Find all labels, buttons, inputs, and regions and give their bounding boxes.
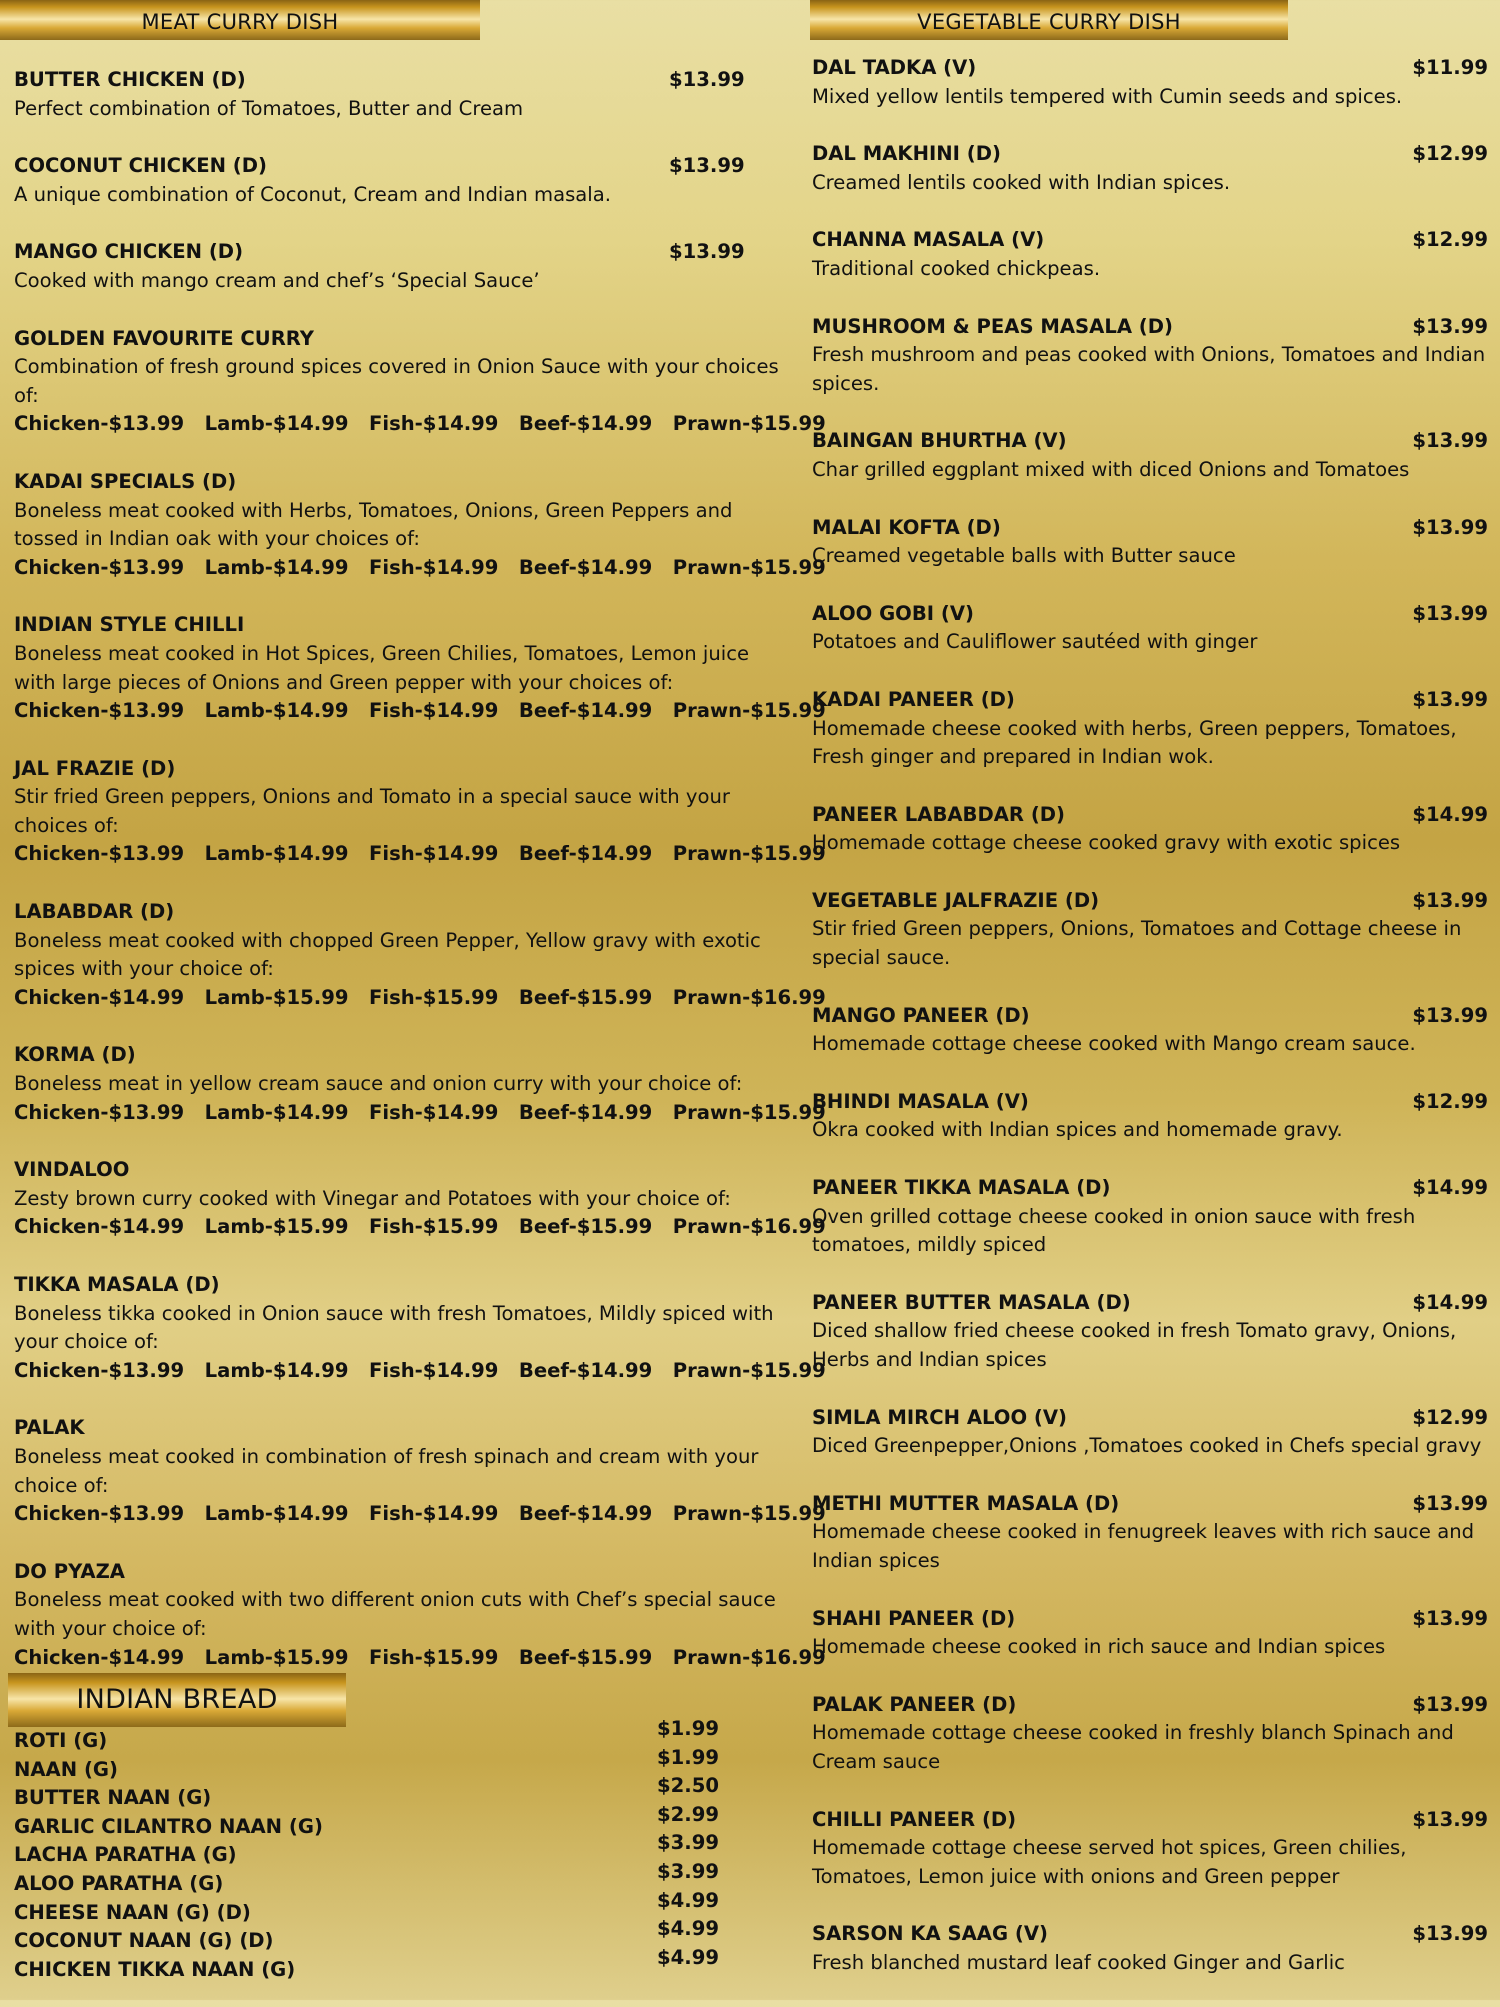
bread-name: NAAN (G)	[14, 1757, 118, 1781]
item-description: Creamed vegetable balls with Butter sauce	[812, 544, 1236, 568]
item-name: TIKKA MASALA (D)	[14, 1273, 220, 1296]
item-name: KORMA (D)	[14, 1043, 136, 1067]
menu-item	[812, 1404, 1488, 1461]
item-price: $14.99	[1412, 1176, 1488, 1200]
bread-section-title: INDIAN BREAD	[8, 1673, 346, 1727]
item-description: Mixed yellow lentils tempered with Cumin seeds and spices.	[812, 84, 1403, 108]
item-name: PANEER LABABDAR (D)	[812, 802, 1065, 826]
item-description: Char grilled eggplant mixed with diced Onions and Tomatoes	[812, 457, 1410, 481]
item-name: MALAI KOFTA (D)	[812, 515, 1001, 539]
menu-item	[812, 1691, 1488, 1777]
item-name: BHINDI MASALA (V)	[812, 1089, 1029, 1113]
item-description: A unique combination of Coconut, Cream and Indian masala.	[14, 182, 611, 206]
item-choices: Chicken-$13.99 Lamb-$14.99 Fish-$14.99 Beef-$14.99 Prawn-$15.99	[14, 699, 826, 723]
bread-name: GARLIC CILANTRO NAAN (G)	[14, 1814, 323, 1838]
item-description: Boneless meat cooked with two different onion cuts with Chef’s special sauce with your choice of:	[14, 1588, 776, 1640]
menu-item	[14, 468, 826, 582]
item-price: $13.99	[1412, 1606, 1488, 1630]
item-price: $13.99	[1412, 1807, 1488, 1831]
menu-item	[812, 686, 1488, 772]
menu-item	[812, 887, 1488, 973]
bread-name: CHICKEN TIKKA NAAN (G)	[14, 1957, 296, 1981]
veg-section-title: VEGETABLE CURRY DISH	[810, 0, 1288, 40]
item-choices: Chicken-$13.99 Lamb-$14.99 Fish-$14.99 Beef-$14.99 Prawn-$15.99	[14, 555, 826, 579]
menu-item	[812, 140, 1488, 197]
menu-item	[14, 755, 826, 869]
menu-item	[812, 1490, 1488, 1576]
menu-item	[812, 1174, 1488, 1260]
item-description: Diced shallow fried cheese cooked in fresh Tomato gravy, Onions, Herbs and Indian spices	[812, 1319, 1457, 1371]
item-description: Cooked with mango cream and chef’s ‘Special Sauce’	[14, 268, 540, 292]
item-name: LABABDAR (D)	[14, 900, 175, 924]
item-description: Boneless meat cooked with Herbs, Tomatoes, Onions, Green Peppers and tossed in Indian oak with your choices of:	[14, 498, 733, 551]
item-price: $13.99	[1412, 687, 1488, 711]
item-choices: Chicken-$14.99 Lamb-$15.99 Fish-$15.99 Beef-$15.99 Prawn-$16.99	[14, 985, 826, 1009]
bread-price: $4.99	[657, 1917, 719, 1941]
item-name: PALAK PANEER (D)	[812, 1692, 1017, 1716]
item-description: Boneless meat cooked in combination of fresh spinach and cream with your choice of:	[14, 1444, 759, 1497]
item-name: DAL TADKA (V)	[812, 56, 977, 79]
menu-item	[812, 801, 1488, 858]
item-description: Stir fried Green peppers, Onions and Tomato in a special sauce with your choices of:	[14, 785, 730, 837]
item-name: BUTTER CHICKEN (D)	[14, 68, 246, 91]
item-description: Boneless meat cooked in Hot Spices, Green Chilies, Tomatoes, Lemon juice with large pieces of Onions and Green pepper with your choices of:	[14, 641, 750, 694]
bread-price: $3.99	[657, 1859, 719, 1883]
item-description: Fresh mushroom and peas cooked with Onions, Tomatoes and Indian spices.	[812, 343, 1486, 395]
bread-name: COCONUT NAAN (G) (D)	[14, 1929, 274, 1953]
item-price: $12.99	[1412, 1405, 1488, 1429]
item-price: $13.99	[1412, 429, 1488, 453]
item-name: PALAK	[14, 1416, 85, 1440]
item-description: Okra cooked with Indian spices and homemade gravy.	[812, 1118, 1343, 1142]
menu-item	[812, 1806, 1488, 1892]
item-price: $13.99	[669, 154, 745, 178]
item-name: DO PYAZA	[14, 1559, 125, 1583]
menu-item	[812, 600, 1488, 657]
bread-item	[14, 1859, 719, 1899]
item-price: $13.99	[1412, 1692, 1488, 1716]
item-description: Homemade cottage cheese cooked in freshly blanch Spinach and Cream sauce	[812, 1721, 1454, 1773]
bread-price: $1.99	[657, 1745, 719, 1769]
veg-curry-list	[812, 54, 1488, 2007]
menu-item	[14, 898, 826, 1012]
item-name: PANEER TIKKA MASALA (D)	[812, 1176, 1111, 1200]
menu-item	[14, 66, 794, 123]
item-description: Zesty brown curry cooked with Vinegar and Potatoes with your choice of:	[14, 1186, 731, 1210]
item-price: $13.99	[669, 240, 745, 264]
menu-item	[812, 1605, 1488, 1662]
item-description: Homemade cheese cooked in fenugreek leaves with rich sauce and Indian spices	[812, 1520, 1475, 1572]
item-price: $12.99	[1412, 228, 1488, 252]
item-name: COCONUT CHICKEN (D)	[14, 154, 267, 178]
menu-item	[14, 325, 826, 439]
item-name: MANGO PANEER (D)	[812, 1003, 1030, 1027]
item-description: Boneless meat cooked with chopped Green Pepper, Yellow gravy with exotic spices with your choice of:	[14, 928, 761, 981]
item-price: $13.99	[1412, 888, 1488, 912]
item-choices: Chicken-$13.99 Lamb-$14.99 Fish-$14.99 Beef-$14.99 Prawn-$15.99	[14, 412, 826, 436]
item-description: Boneless meat in yellow cream sauce and onion curry with your choice of:	[14, 1072, 743, 1096]
item-name: ALOO GOBI (V)	[812, 601, 974, 625]
item-price: $12.99	[1412, 142, 1488, 166]
menu-item	[812, 226, 1488, 283]
item-description: Fresh blanched mustard leaf cooked Ginger and Garlic	[812, 1950, 1345, 1974]
bread-price: $4.99	[657, 1888, 719, 1912]
item-description: Stir fried Green peppers, Onions, Tomatoes and Cottage cheese in special sauce.	[812, 917, 1462, 970]
item-name: JAL FRAZIE (D)	[14, 756, 176, 780]
meat-curry-list	[14, 66, 826, 1701]
item-price: $13.99	[1412, 1491, 1488, 1515]
bread-price: $2.99	[657, 1802, 719, 1826]
menu-item	[14, 1156, 826, 1242]
item-name: SHAHI PANEER (D)	[812, 1606, 1016, 1630]
item-choices: Chicken-$13.99 Lamb-$14.99 Fish-$14.99 Beef-$14.99 Prawn-$15.99	[14, 842, 826, 866]
item-description: Creamed lentils cooked with Indian spices.	[812, 170, 1231, 194]
menu-item	[14, 238, 794, 295]
item-description: Perfect combination of Tomatoes, Butter and Cream	[14, 96, 524, 120]
item-price: $14.99	[1412, 802, 1488, 826]
item-choices: Chicken-$14.99 Lamb-$15.99 Fish-$15.99 Beef-$15.99 Prawn-$16.99	[14, 1645, 826, 1669]
item-name: BAINGAN BHURTHA (V)	[812, 429, 1067, 453]
bread-price: $1.99	[657, 1717, 719, 1740]
menu-item	[812, 313, 1488, 399]
item-price: $13.99	[1412, 1922, 1488, 1946]
item-name: INDIAN STYLE CHILLI	[14, 613, 245, 637]
bread-item	[14, 1831, 719, 1870]
bread-name: LACHA PARATHA (G)	[14, 1843, 237, 1867]
menu-item	[14, 1271, 826, 1385]
menu-item	[14, 1558, 826, 1672]
item-description: Combination of fresh ground spices covered in Onion Sauce with your choices of:	[14, 355, 779, 407]
bread-item	[14, 1888, 719, 1928]
item-name: KADAI PANEER (D)	[812, 687, 1015, 711]
item-price: $13.99	[1412, 515, 1488, 539]
item-choices: Chicken-$14.99 Lamb-$15.99 Fish-$15.99 Beef-$15.99 Prawn-$16.99	[14, 1215, 826, 1239]
bread-price: $2.50	[657, 1774, 719, 1798]
bread-price: $3.99	[657, 1831, 719, 1855]
item-description: Oven grilled cottage cheese cooked in onion sauce with fresh tomatoes, mildly spiced	[812, 1204, 1416, 1257]
item-price: $12.99	[1412, 1089, 1488, 1113]
item-price: $13.99	[1412, 601, 1488, 625]
bread-price: $4.99	[657, 1945, 719, 1969]
meat-section-title: MEAT CURRY DISH	[0, 0, 480, 40]
item-description: Homemade cottage cheese cooked with Mango cream sauce.	[812, 1032, 1416, 1056]
bread-name: BUTTER NAAN (G)	[14, 1786, 212, 1810]
bread-item	[14, 1717, 719, 1756]
item-price: $14.99	[1412, 1290, 1488, 1314]
bread-name: CHEESE NAAN (G) (D)	[14, 1900, 251, 1924]
item-price: $13.99	[1412, 314, 1488, 338]
item-description: Traditional cooked chickpeas.	[812, 256, 1101, 280]
menu-item	[14, 152, 794, 209]
item-name: GOLDEN FAVOURITE CURRY	[14, 326, 314, 350]
bread-item	[14, 1945, 719, 1985]
bread-item	[14, 1774, 719, 1813]
item-name: VEGETABLE JALFRAZIE (D)	[812, 888, 1100, 912]
item-name: MANGO CHICKEN (D)	[14, 240, 244, 264]
item-price: $13.99	[669, 68, 745, 91]
item-choices: Chicken-$13.99 Lamb-$14.99 Fish-$14.99 Beef-$14.99 Prawn-$15.99	[14, 1502, 826, 1526]
menu-item	[14, 1414, 826, 1528]
item-description: Boneless tikka cooked in Onion sauce with fresh Tomatoes, Mildly spiced with your choice of:	[14, 1301, 774, 1354]
menu-item	[812, 514, 1488, 571]
item-description: Potatoes and Cauliflower sautéed with ginger	[812, 630, 1258, 654]
bread-item	[14, 1917, 719, 1956]
bread-item	[14, 1745, 719, 1785]
menu-item	[812, 1088, 1488, 1145]
item-description: Homemade cheese cooked with herbs, Green peppers, Tomatoes, Fresh ginger and prepared in Indian wok.	[812, 716, 1457, 769]
menu-item	[812, 1002, 1488, 1059]
item-name: VINDALOO	[14, 1158, 130, 1182]
item-name: CHILLI PANEER (D)	[812, 1807, 1017, 1831]
menu-item	[812, 54, 1488, 111]
bread-item	[14, 1802, 719, 1842]
bread-name: ROTI (G)	[14, 1729, 108, 1752]
item-description: Diced Greenpepper,Onions ,Tomatoes cooked in Chefs special gravy	[812, 1434, 1482, 1458]
item-name: DAL MAKHINI (D)	[812, 142, 1001, 166]
item-name: KADAI SPECIALS (D)	[14, 469, 237, 493]
item-price: $13.99	[1412, 1003, 1488, 1027]
item-name: PANEER BUTTER MASALA (D)	[812, 1290, 1131, 1314]
item-description: Homemade cottage cheese cooked gravy with exotic spices	[812, 831, 1401, 855]
bread-list	[14, 1717, 719, 1984]
menu-item	[812, 427, 1488, 484]
item-name: METHI MUTTER MASALA (D)	[812, 1491, 1120, 1515]
item-choices: Chicken-$13.99 Lamb-$14.99 Fish-$14.99 Beef-$14.99 Prawn-$15.99	[14, 1358, 826, 1382]
bread-name: ALOO PARATHA (G)	[14, 1871, 224, 1895]
menu-item	[14, 611, 826, 725]
item-name: CHANNA MASALA (V)	[812, 228, 1045, 252]
item-description: Homemade cheese cooked in rich sauce and Indian spices	[812, 1635, 1386, 1659]
item-choices: Chicken-$13.99 Lamb-$14.99 Fish-$14.99 Beef-$14.99 Prawn-$15.99	[14, 1100, 826, 1124]
item-name: SARSON KA SAAG (V)	[812, 1922, 1048, 1946]
item-price: $11.99	[1412, 56, 1488, 79]
menu-item	[14, 1041, 826, 1127]
menu-item	[812, 1920, 1488, 1977]
item-name: SIMLA MIRCH ALOO (V)	[812, 1405, 1068, 1429]
menu-item	[812, 1289, 1488, 1375]
item-name: MUSHROOM & PEAS MASALA (D)	[812, 314, 1173, 338]
item-description: Homemade cottage cheese served hot spices, Green chilies, Tomatoes, Lemon juice with onions and Green pepper	[812, 1836, 1407, 1888]
